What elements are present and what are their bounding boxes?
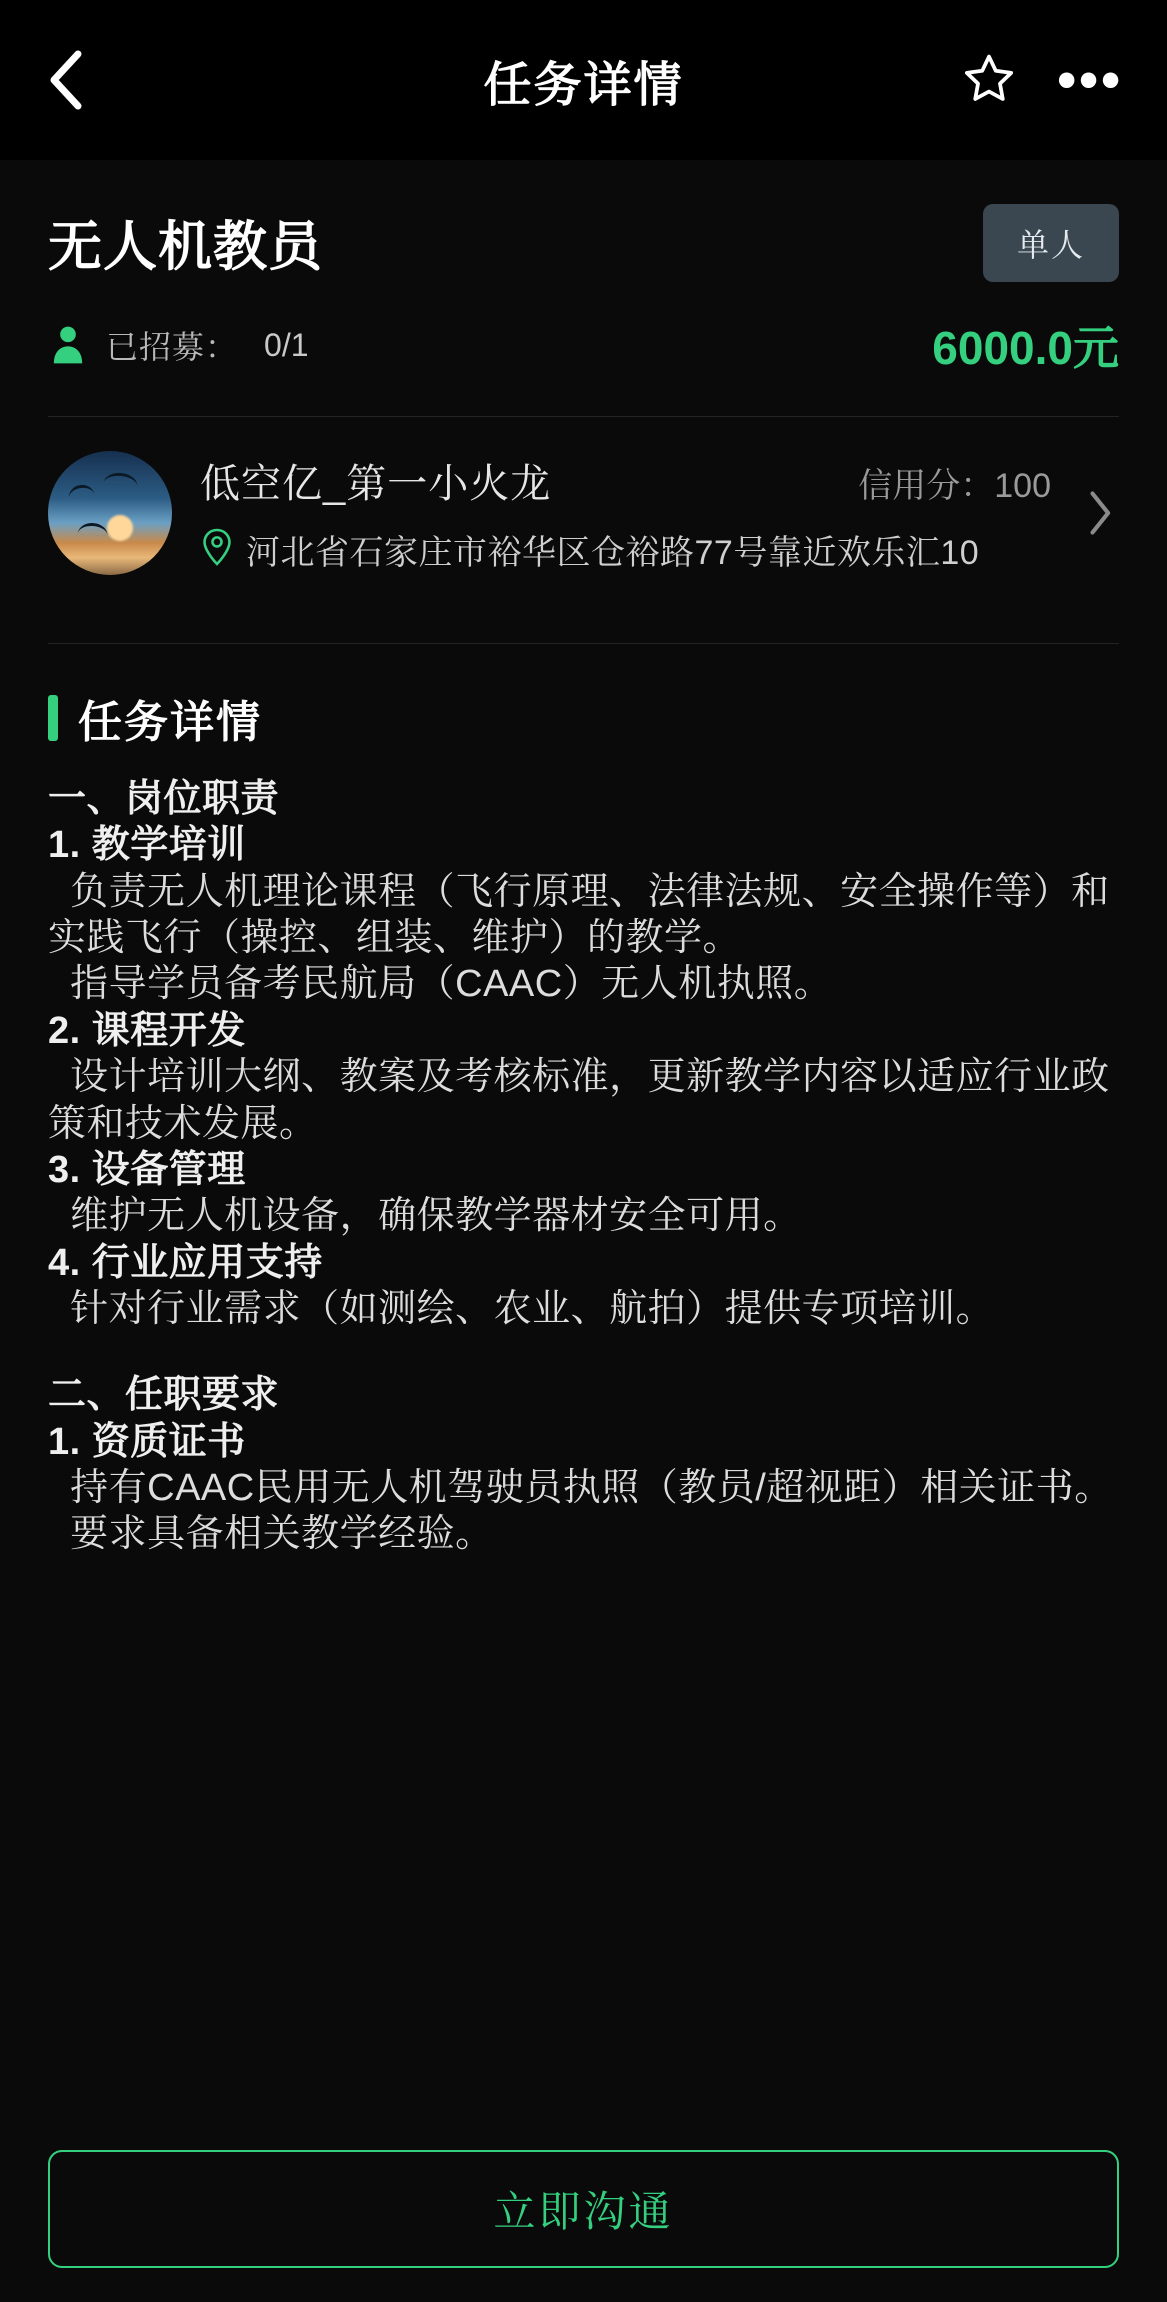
divider-bottom (48, 643, 1119, 644)
favorite-button[interactable] (961, 50, 1017, 111)
recruit-row (48, 312, 1119, 378)
recruit-count: 0/1 (264, 326, 309, 363)
recruit-label: 已招募： (106, 329, 239, 365)
detail-paragraph: 维护无人机设备，确保教学器材安全可用。 (48, 1195, 802, 1238)
credit-score (858, 458, 1051, 507)
status-badge-single: 单人 (983, 204, 1119, 282)
detail-section-header (48, 686, 1119, 750)
salary-amount: 6000.0元 (932, 322, 1119, 374)
credit-label: 信用分： (858, 467, 995, 505)
detail-paragraph: 要求具备相关教学经验。 (48, 1513, 494, 1556)
detail-paragraph: 二、任职要求 (48, 1374, 280, 1417)
job-title-row (48, 160, 1119, 282)
company-chevron-right-icon[interactable] (1079, 487, 1119, 539)
avatar-bird-icon (67, 483, 94, 499)
avatar-bird-icon (78, 522, 109, 536)
section-title: 任务详情 (78, 698, 262, 747)
navigation-bar (0, 0, 1167, 160)
company-address-row (200, 525, 1051, 574)
section-accent-bar (48, 695, 58, 741)
company-name: 低空亿_第一小火龙 (200, 462, 552, 506)
company-name-row (200, 452, 1051, 509)
location-pin-icon (200, 527, 234, 572)
company-card[interactable] (48, 417, 1119, 605)
detail-paragraph: 针对行业需求（如测绘、农业、航拍）提供专项培训。 (48, 1287, 995, 1330)
navbar-actions (961, 50, 1123, 111)
detail-content (0, 160, 1167, 2302)
avatar-bird-icon (103, 471, 138, 486)
detail-paragraph: 1. 教学培训 (48, 824, 246, 867)
company-address: 河北省石家庄市裕华区仓裕路77号靠近欢乐汇10 (246, 534, 980, 572)
avatar-sun (107, 515, 133, 541)
back-button[interactable] (44, 48, 108, 112)
star-icon (961, 50, 1017, 111)
detail-paragraph: 设计培训大纲、教案及考核标准，更新教学内容以适应行业政策和技术发展。 (48, 1056, 1110, 1145)
person-icon (48, 322, 88, 368)
page-title: 任务详情 (483, 58, 684, 112)
credit-value: 100 (994, 467, 1051, 505)
ellipsis-icon: ••• (1057, 50, 1123, 110)
contact-now-button[interactable]: 立即沟通 (48, 2150, 1119, 2268)
avatar (48, 451, 172, 575)
detail-paragraph: 一、岗位职责 (48, 778, 280, 820)
detail-paragraph: 2. 课程开发 (48, 1009, 246, 1052)
bottom-action-bar (0, 2110, 1167, 2302)
detail-paragraph: 1. 资质证书 (48, 1420, 246, 1463)
chevron-left-icon (44, 48, 88, 112)
detail-paragraph: 负责无人机理论课程（飞行原理、法律法规、安全操作等）和实践飞行（操控、组装、维护）的教学。 (48, 870, 1110, 960)
company-info (200, 452, 1051, 574)
job-title: 无人机教员 (48, 217, 323, 277)
detail-paragraph: 3. 设备管理 (48, 1148, 246, 1191)
detail-paragraph: 持有CAAC民用无人机驾驶员执照（教员/超视距）相关证书。 (48, 1467, 1113, 1510)
detail-paragraph: 4. 行业应用支持 (48, 1241, 323, 1284)
recruit-info (48, 322, 309, 368)
detail-body (48, 776, 1119, 1558)
detail-paragraph: 指导学员备考民航局（CAAC）无人机执照。 (48, 963, 833, 1006)
detail-spacer (48, 1332, 1119, 1372)
more-options-button[interactable] (1057, 50, 1123, 110)
